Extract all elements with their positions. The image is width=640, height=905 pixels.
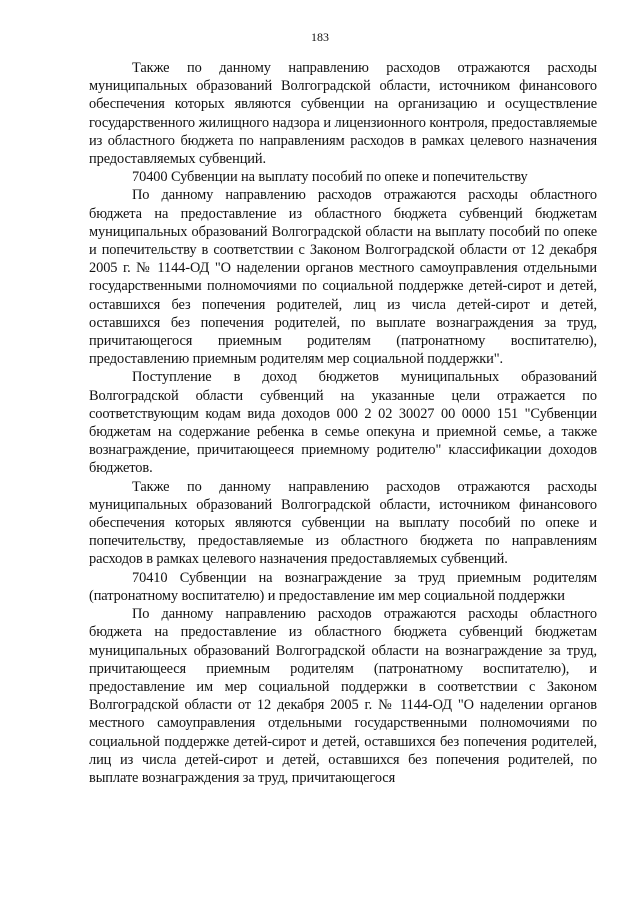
page-number: 183 bbox=[311, 30, 329, 44]
paragraph-municipal-expenses: Также по данному направлению расходов отражаются расходы муниципальных образований Волгоградской области, источником финансового обеспечения которых являются субвенции на выплату пособий по опеке и попечительству, предоставляемые из областного бюджета по направлениям расходов в рамках целевого назначения предоставляемых субвенций. bbox=[89, 478, 597, 568]
section-heading-70400: 70400 Субвенции на выплату пособий по опеке и попечительству bbox=[132, 169, 528, 186]
section-heading-70410: 70410 Субвенции на вознаграждение за труд приемным родителям (патронатному воспитателю) и предоставление им мер социальной поддержки bbox=[89, 569, 597, 604]
document-body bbox=[89, 59, 597, 787]
paragraph-revenue-codes: Поступление в доход бюджетов муниципальных образований Волгоградской области субвенций на указанные цели отражается по соответствующим кодам вида доходов 000 2 02 30027 00 0000 151 "Субвенции бюджетам на содержание ребенка в семье опекуна и приемной семье, а также вознаграждение, причитающееся приемному родителю" классификации доходов бюджетов. bbox=[89, 369, 597, 477]
paragraph-housing-supervision: Также по данному направлению расходов отражаются расходы муниципальных образований Волгоградской области, источником финансового обеспечения которых являются субвенции на организацию и осуществление государственного жилищного надзора и лицензионного контроля, предоставляемые из областного бюджета по направлениям расходов в рамках целевого назначения предоставляемых субвенций. bbox=[89, 60, 597, 168]
paragraph-guardianship-allowances: По данному направлению расходов отражаются расходы областного бюджета на предоставление из областного бюджета субвенций бюджетам муниципальных образований Волгоградской области на выплату пособий по опеке и попечительству в соответствии с Законом Волгоградской области от 12 декабря 2005 г. № 1144-ОД "О наделении органов местного самоуправления отдельными государственными полномочиями по социальной поддержке детей-сирот и детей, оставшихся без попечения родителей, лиц из числа детей-сирот и детей, оставшихся без попечения родителей, по выплате вознаграждения за труд, причитающегося приемным родителям (патронатному воспитателю), предоставлению приемным родителям мер социальной поддержки". bbox=[89, 187, 597, 368]
paragraph-foster-remuneration: По данному направлению расходов отражаются расходы областного бюджета на предоставление из областного бюджета субвенций бюджетам муниципальных образований Волгоградской области на вознаграждение за труд, причитающееся приемным родителям (патронатному воспитателю), и предоставление им мер социальной поддержки в соответствии с Законом Волгоградской области от 12 декабря 2005 г. № 1144-ОД "О наделении органов местного самоуправления отдельными государственными полномочиями по социальной поддержке детей-сирот и детей, оставшихся без попечения родителей, лиц из числа детей-сирот и детей, оставшихся без попечения родителей, по выплате вознаграждения за труд, причитающегося bbox=[89, 606, 597, 786]
